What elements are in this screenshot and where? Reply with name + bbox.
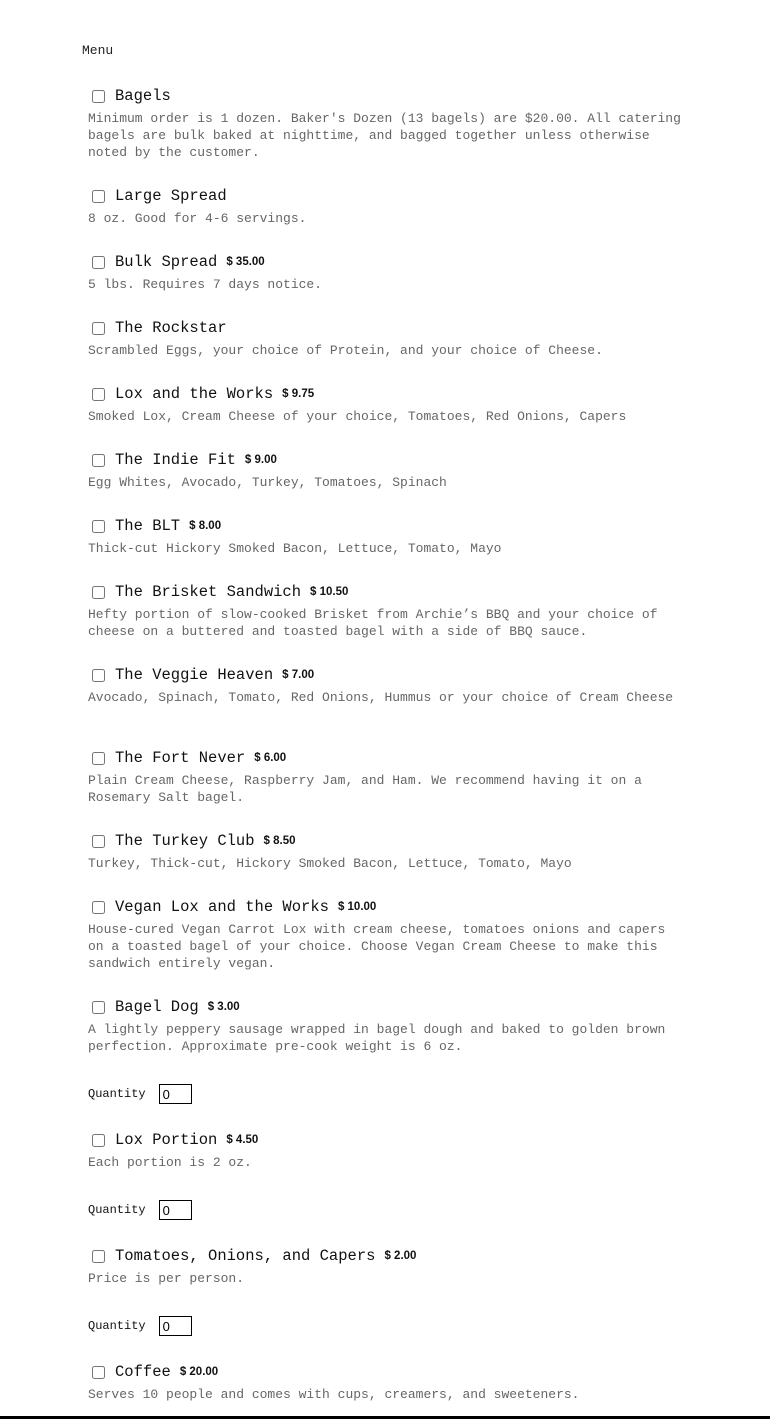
- item-description: 5 lbs. Requires 7 days notice.: [88, 277, 323, 292]
- item-description: A lightly peppery sausage wrapped in bagel dough and baked to golden brown perfection. Approximate pre-cook weight is 6 oz.: [88, 1022, 666, 1054]
- item-description: Each portion is 2 oz.: [88, 1155, 252, 1170]
- item-description: Scrambled Eggs, your choice of Protein, and your choice of Cheese.: [88, 343, 603, 358]
- item-price: $ 9.00: [244, 454, 277, 466]
- item-description: Minimum order is 1 dozen. Baker's Dozen (13 bagels) are $20.00. All catering bagels are bulk baked at nighttime, and bagged together unless otherwise noted by the customer.: [88, 111, 681, 160]
- item-price: $ 35.00: [226, 256, 265, 268]
- item-name: Bulk Spread: [115, 253, 218, 271]
- item-description: Thick-cut Hickory Smoked Bacon, Lettuce, Tomato, Mayo: [88, 541, 502, 556]
- menu-item: [88, 317, 688, 359]
- item-checkbox[interactable]: [92, 256, 105, 269]
- quantity-input[interactable]: [159, 1200, 192, 1220]
- quantity-row: [88, 1082, 192, 1106]
- item-description: 8 oz. Good for 4-6 servings.: [88, 211, 307, 226]
- item-description: Egg Whites, Avocado, Turkey, Tomatoes, Spinach: [88, 475, 447, 490]
- item-name: The BLT: [115, 517, 181, 535]
- menu-item: [88, 896, 688, 972]
- quantity-label: Quantity: [88, 1319, 146, 1333]
- item-description: Plain Cream Cheese, Raspberry Jam, and Ham. We recommend having it on a Rosemary Salt bagel.: [88, 773, 642, 805]
- menu-item: [88, 830, 688, 872]
- menu-title: Menu: [82, 43, 114, 58]
- menu-item: [88, 664, 688, 706]
- item-checkbox[interactable]: [92, 586, 105, 599]
- item-description: Smoked Lox, Cream Cheese of your choice, Tomatoes, Red Onions, Capers: [88, 409, 627, 424]
- item-price: $ 20.00: [179, 1366, 219, 1378]
- quantity-row: [88, 1198, 192, 1222]
- quantity-input[interactable]: [159, 1316, 192, 1336]
- item-checkbox[interactable]: [92, 835, 105, 848]
- item-name: Tomatoes, Onions, and Capers: [115, 1247, 376, 1265]
- quantity-input[interactable]: [159, 1084, 192, 1104]
- menu-item: [88, 1245, 688, 1287]
- menu-item: [88, 1129, 688, 1171]
- quantity-label: Quantity: [88, 1087, 146, 1101]
- item-description: House-cured Vegan Carrot Lox with cream cheese, tomatoes onions and capers on a toasted bagel of your choice. Choose Vegan Cream Cheese to make this sandwich entirely vegan.: [88, 922, 666, 971]
- item-price: $ 4.50: [226, 1134, 259, 1146]
- item-name: Lox and the Works: [115, 385, 274, 403]
- item-price: $ 10.00: [337, 901, 377, 913]
- item-checkbox[interactable]: [92, 752, 105, 765]
- item-name: The Turkey Club: [115, 832, 255, 850]
- item-checkbox[interactable]: [92, 901, 105, 914]
- item-checkbox[interactable]: [92, 322, 105, 335]
- item-name: Lox Portion: [115, 1131, 218, 1149]
- item-price: $ 7.00: [282, 669, 315, 681]
- menu-item: [88, 449, 688, 491]
- item-name: Bagels: [115, 87, 171, 105]
- item-description: Price is per person.: [88, 1271, 245, 1286]
- item-description: Serves 10 people and comes with cups, creamers, and sweeteners.: [88, 1387, 580, 1402]
- item-name: Vegan Lox and the Works: [115, 898, 329, 916]
- item-checkbox[interactable]: [92, 669, 105, 682]
- menu-item: [88, 383, 688, 425]
- menu-item: [88, 185, 688, 227]
- item-checkbox[interactable]: [92, 520, 105, 533]
- item-checkbox[interactable]: [92, 1001, 105, 1014]
- item-price: $ 8.00: [189, 520, 222, 532]
- menu-item: [88, 747, 688, 806]
- menu-item: [88, 1361, 688, 1403]
- item-name: The Rockstar: [115, 319, 227, 337]
- menu-item: [88, 515, 688, 557]
- item-checkbox[interactable]: [92, 190, 105, 203]
- quantity-label: Quantity: [88, 1203, 146, 1217]
- item-checkbox[interactable]: [92, 1366, 105, 1379]
- item-checkbox[interactable]: [92, 1134, 105, 1147]
- menu-item: [88, 581, 688, 640]
- item-name: Coffee: [115, 1363, 171, 1381]
- item-price: $ 10.50: [310, 586, 349, 598]
- item-description: Hefty portion of slow-cooked Brisket from Archie’s BBQ and your choice of cheese on a buttered and toasted bagel with a side of BBQ sauce.: [88, 607, 658, 639]
- menu-item: [88, 996, 688, 1055]
- item-price: $ 2.00: [384, 1250, 417, 1262]
- menu-item: [88, 85, 688, 161]
- item-name: Large Spread: [115, 187, 227, 205]
- item-checkbox[interactable]: [92, 90, 105, 103]
- item-description: Avocado, Spinach, Tomato, Red Onions, Hummus or your choice of Cream Cheese: [88, 690, 674, 705]
- item-price: $ 6.00: [254, 752, 287, 764]
- menu-item: [88, 251, 688, 293]
- quantity-row: [88, 1314, 192, 1338]
- item-price: $ 9.75: [282, 388, 315, 400]
- item-name: The Indie Fit: [115, 451, 236, 469]
- item-name: The Fort Never: [115, 749, 246, 767]
- item-price: $ 3.00: [207, 1001, 240, 1013]
- item-checkbox[interactable]: [92, 1250, 105, 1263]
- item-checkbox[interactable]: [92, 454, 105, 467]
- item-name: The Veggie Heaven: [115, 666, 274, 684]
- item-description: Turkey, Thick-cut, Hickory Smoked Bacon, Lettuce, Tomato, Mayo: [88, 856, 572, 871]
- item-name: The Brisket Sandwich: [115, 583, 302, 601]
- item-price: $ 8.50: [263, 835, 296, 847]
- item-name: Bagel Dog: [115, 998, 199, 1016]
- item-checkbox[interactable]: [92, 388, 105, 401]
